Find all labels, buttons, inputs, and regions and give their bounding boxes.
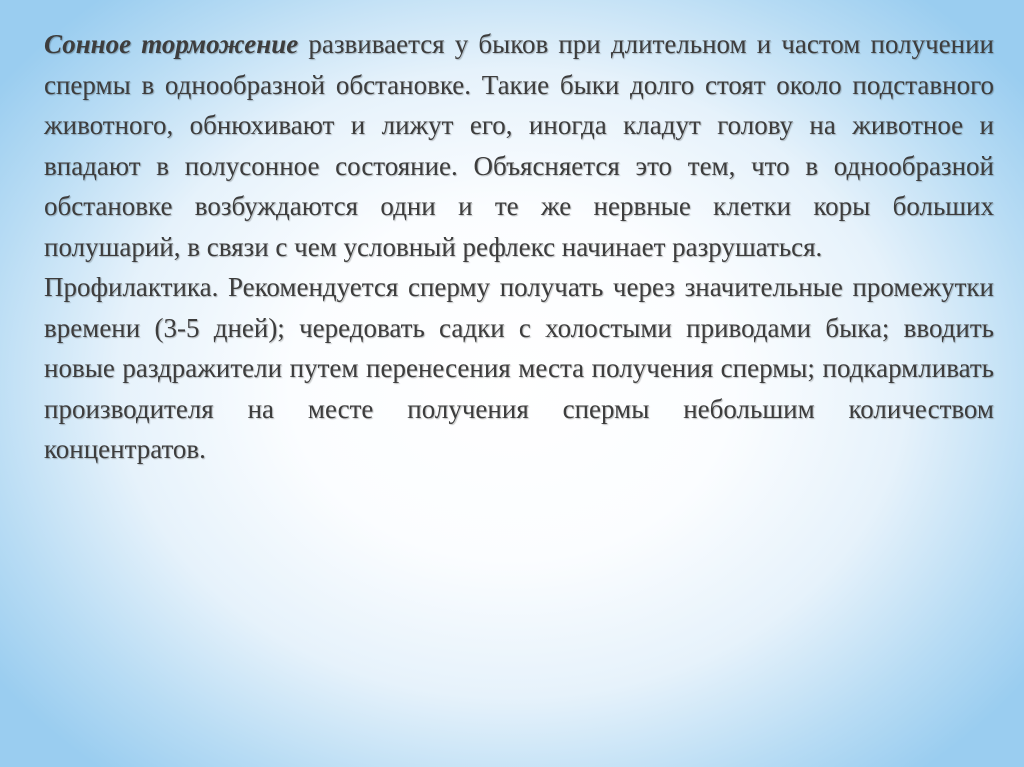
- slide-text-block: [44, 24, 994, 470]
- paragraph-prevention-text: Профилактика. Рекомендуется сперму получать через значительные промежутки времени (3-5 дней); чередовать садки с холостыми приводами быка; вводить новые раздражители путем перенесения места получения спермы; подкармливать производителя на месте получения спермы небольшим количеством концентратов.: [44, 272, 994, 464]
- term-sleep-inhibition: Сонное торможение: [44, 29, 299, 59]
- paragraph-prevention: [44, 267, 994, 470]
- paragraph-sleep-inhibition-text: развивается у быков при длительном и частом получении спермы в однообразной обстановке. Такие быки долго стоят около подставного животного, обнюхивают и лижут его, иногда кладут голову на животное и впадают в полусонное состояние. Объясняется это тем, что в однообразной обстановке возбуждаются одни и те же нервные клетки коры больших полушарий, в связи с чем условный рефлекс начинает разрушаться.: [44, 29, 994, 262]
- paragraph-sleep-inhibition: [44, 24, 994, 267]
